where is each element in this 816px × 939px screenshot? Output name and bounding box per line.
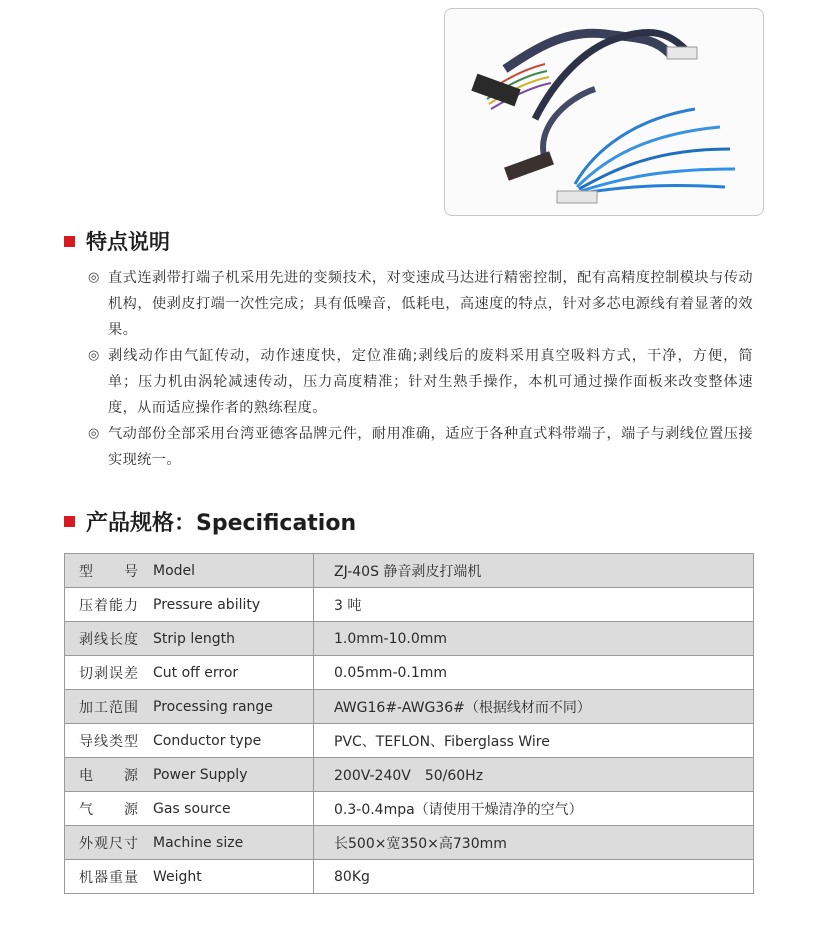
- spec-label-zh: 机器重量: [65, 860, 148, 894]
- product-photo: [444, 8, 764, 216]
- feature-text: 气动部份全部采用台湾亚德客品牌元件，耐用准确，适应于各种直式料带端子，端子与剥线位置压接实现统一。: [108, 426, 753, 468]
- spec-label-zh: 加工范围: [65, 690, 148, 724]
- table-row: [65, 758, 754, 792]
- spec-value: 0.3-0.4mpa（请使用干燥清净的空气）: [314, 792, 754, 826]
- feature-text: 直式连剥带打端子机采用先进的变频技术，对变速成马达进行精密控制，配有高精度控制模块与传动机构，使剥皮打端一次性完成；具有低噪音，低耗电，高速度的特点，针对多芯电源线有着显著的效果。: [108, 270, 753, 338]
- table-row: [65, 792, 754, 826]
- red-square-icon: [64, 516, 75, 527]
- spec-value: 1.0mm-10.0mm: [314, 622, 754, 656]
- table-row: [65, 724, 754, 758]
- spec-value: 80Kg: [314, 860, 754, 894]
- features-list: [88, 265, 753, 473]
- spec-heading: [64, 506, 356, 537]
- spec-label-zh: 外观尺寸: [65, 826, 148, 860]
- spec-label-en: Weight: [147, 860, 314, 894]
- spec-table: [64, 553, 754, 894]
- spec-label-en: Machine size: [147, 826, 314, 860]
- spec-value: 长500×宽350×高730mm: [314, 826, 754, 860]
- table-row: [65, 554, 754, 588]
- spec-label-zh: 导线类型: [65, 724, 148, 758]
- spec-label-zh: 剥线长度: [65, 622, 148, 656]
- spec-label-zh: 型 号: [65, 554, 148, 588]
- table-row: [65, 690, 754, 724]
- spec-label-zh: 压着能力: [65, 588, 148, 622]
- spec-label-zh: 电 源: [65, 758, 148, 792]
- spec-label-en: Pressure ability: [147, 588, 314, 622]
- feature-item: [88, 265, 753, 343]
- spec-label-zh: 切剥误差: [65, 656, 148, 690]
- bullet-icon: ◎: [88, 270, 100, 285]
- table-row: [65, 860, 754, 894]
- spec-label-en: Cut off error: [147, 656, 314, 690]
- spec-value: PVC、TEFLON、Fiberglass Wire: [314, 724, 754, 758]
- spec-label-en: Strip length: [147, 622, 314, 656]
- red-square-icon: [64, 236, 75, 247]
- spec-label-en: Power Supply: [147, 758, 314, 792]
- bullet-icon: ◎: [88, 426, 100, 441]
- spec-label-zh: 气 源: [65, 792, 148, 826]
- spec-label-en: Conductor type: [147, 724, 314, 758]
- spec-value: 3 吨: [314, 588, 754, 622]
- spec-value: 200V-240V 50/60Hz: [314, 758, 754, 792]
- bullet-icon: ◎: [88, 348, 100, 363]
- spec-value: ZJ-40S 静音剥皮打端机: [314, 554, 754, 588]
- spec-value: 0.05mm-0.1mm: [314, 656, 754, 690]
- feature-item: [88, 421, 753, 473]
- spec-label-en: Gas source: [147, 792, 314, 826]
- table-row: [65, 656, 754, 690]
- spec-label-en: Processing range: [147, 690, 314, 724]
- table-row: [65, 622, 754, 656]
- table-row: [65, 826, 754, 860]
- features-title: 特点说明: [86, 230, 170, 254]
- spec-title: 产品规格：Specification: [86, 511, 357, 536]
- table-row: [65, 588, 754, 622]
- features-heading: [64, 226, 170, 256]
- feature-text: 剥线动作由气缸传动，动作速度快，定位准确;剥线后的废料采用真空吸料方式，干净，方便，简单；压力机由涡轮减速传动，压力高度精准；针对生熟手操作，本机可通过操作面板来改变整体速度，从而适应操作者的熟练程度。: [108, 348, 753, 416]
- feature-item: [88, 343, 753, 421]
- spec-value: AWG16#-AWG36#（根据线材而不同）: [314, 690, 754, 724]
- spec-label-en: Model: [147, 554, 314, 588]
- wire-harness-illustration: [445, 9, 763, 215]
